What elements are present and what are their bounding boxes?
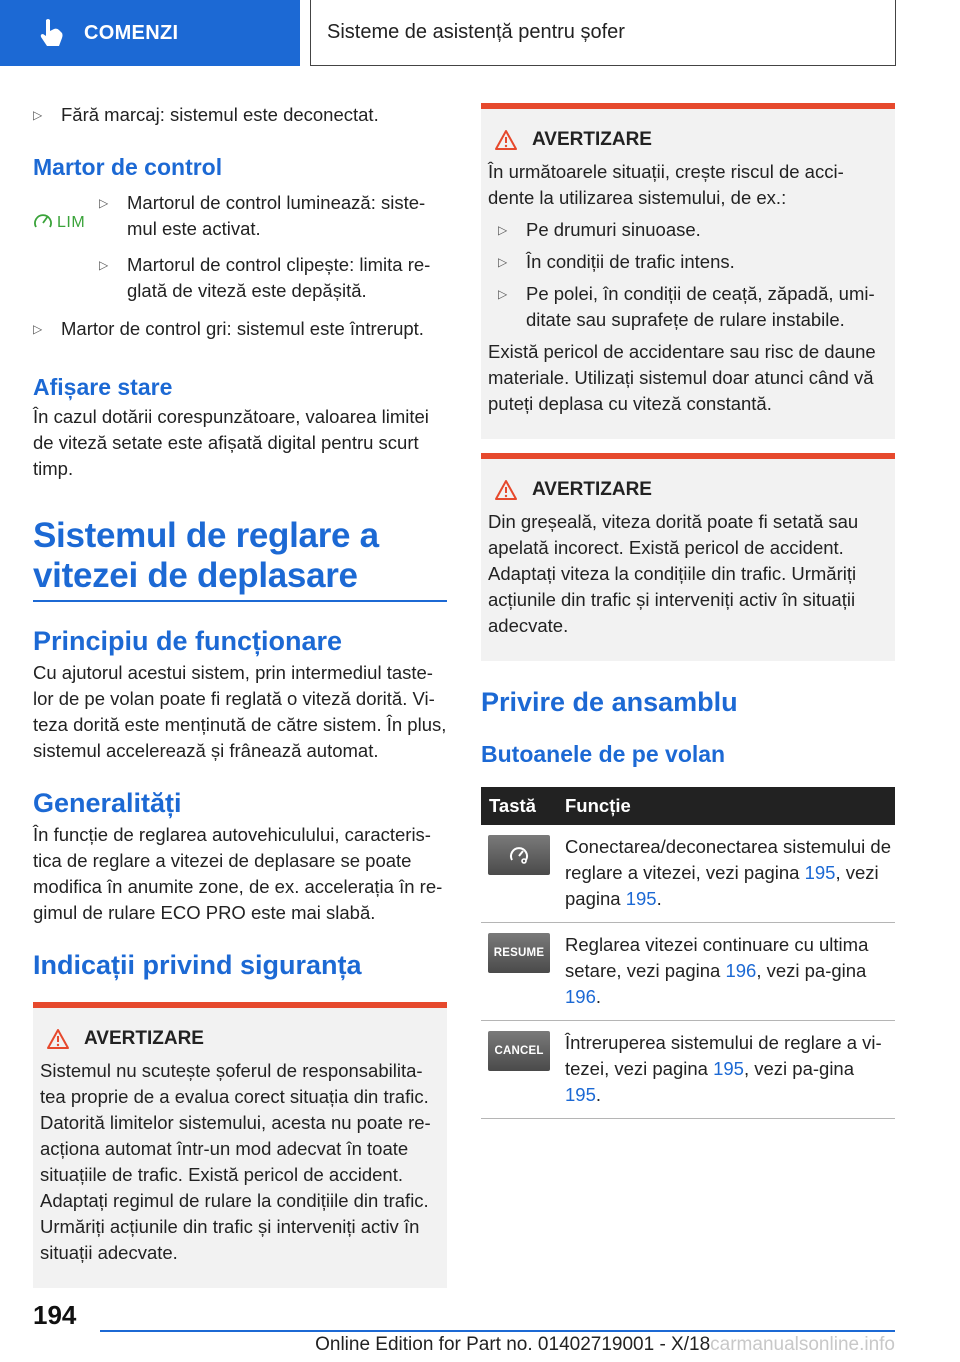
warning-box (33, 1002, 447, 1288)
warning-item: Pe drumuri sinuoase. (526, 219, 701, 240)
list-item (488, 249, 887, 275)
page-link[interactable]: 195 (565, 1084, 596, 1105)
cruise-control-key-icon (488, 835, 550, 875)
page-section-title: Sisteme de asistență pentru șofer (310, 0, 896, 66)
warning-intro: În următoarele situații, crește riscul de acci-dente la utilizarea sistemului, de ex.: (488, 161, 844, 208)
triangle-bullet-icon: ▷ (99, 196, 109, 210)
heading-privire: Privire de ansamblu (481, 687, 738, 717)
warning-title: AVERTIZARE (84, 1028, 204, 1049)
list-item (33, 102, 447, 128)
heading-principiu: Principiu de funcționare (33, 626, 343, 656)
function-cell (557, 923, 895, 1021)
list-item (99, 252, 447, 304)
warning-header (46, 1028, 439, 1050)
afisare-text: În cazul dotării corespunzătoare, valoarea limitei de viteză setate este afișată digital pentru scurt timp. (33, 406, 429, 479)
heading-generalitati: Generalități (33, 788, 182, 818)
heading-indicatii: Indicații privind siguranța (33, 950, 362, 980)
page-link[interactable]: 195 (625, 888, 657, 909)
function-cell (557, 825, 895, 923)
triangle-bullet-icon: ▷ (498, 287, 508, 301)
edition-text: Online Edition for Part no. 01402719001 - X/18 (315, 1334, 711, 1355)
list-item (99, 190, 447, 242)
triangle-bullet-icon: ▷ (498, 223, 508, 237)
resume-key-icon: RESUME (488, 933, 550, 973)
triangle-bullet-icon: ▷ (99, 258, 109, 272)
function-text: Conectarea/deconectarea sistemului de reglare a vitezei, vezi pagina (565, 836, 891, 883)
function-text: . (595, 1084, 602, 1105)
list-item (488, 217, 887, 243)
chapter-title: Sistemul de reglare a vitezei de deplasare (33, 516, 379, 595)
warning-outro: Există pericol de accidentare sau risc de daune materiale. Utilizați sistemul doar atunci când vă puteți deplasa cu viteză constantă. (488, 341, 876, 414)
page-number: 194 (33, 1300, 77, 1330)
function-text: . (656, 888, 662, 909)
martor-item: Martorul de control luminează: siste- mul este activat. (127, 192, 426, 239)
function-text: Reglarea vitezei continuare cu ultima setare, vezi pagina (565, 934, 869, 981)
warning-title: AVERTIZARE (532, 479, 652, 500)
warning-text: Sistemul nu scutește șoferul de responsabilita-tea proprie de a evalua corect situația din trafic. Datorită limitelor sistemului, acesta nu poate re-acționa automat într-un mod adecvat în toate situațiile de trafic. Există pericol de accident. Adaptați regimul de rulare la condițiile din trafic. Urmăriți acțiunile din trafic și interveniți activ în situații adecvate. (40, 1060, 431, 1263)
hand-pointer-icon (34, 16, 68, 50)
heading-martor: Martor de control (33, 154, 223, 180)
warning-title: AVERTIZARE (532, 129, 652, 150)
function-text: Întreruperea sistemului de reglare a vi-tezei, vezi pagina (565, 1032, 882, 1079)
section-tab[interactable] (0, 0, 300, 66)
warning-header (494, 129, 887, 151)
page-link[interactable]: 196 (565, 986, 596, 1007)
page-link[interactable]: 195 (804, 862, 836, 883)
right-column (481, 100, 895, 1119)
function-text: . (595, 986, 602, 1007)
col-header-key: Tastă (481, 787, 557, 825)
list-item (488, 281, 887, 333)
heading-butoane: Butoanele de pe volan (481, 741, 726, 767)
key-cell (481, 1021, 557, 1119)
footer-rule (100, 1330, 895, 1332)
warning-triangle-icon (494, 479, 518, 501)
martor-item: Martorul de control clipește: limita re- glată de viteză este depășită. (127, 254, 431, 301)
cancel-key-icon: CANCEL (488, 1031, 550, 1071)
footer-edition (315, 1334, 895, 1356)
status-off-text: Fără marcaj: sistemul este deconectat. (61, 104, 379, 125)
key-cell (481, 825, 557, 923)
list-item (33, 316, 447, 342)
warning-text: Din greșeală, viteza dorită poate fi setată sau apelată incorect. Există pericol de accident. Adaptați viteza la condițiile din trafic. Urmăriți acțiunile din trafic și interveniți activ în situații adecvate. (488, 511, 859, 636)
table-header-row (481, 787, 895, 825)
principiu-text: Cu ajutorul acestui sistem, prin intermediul taste-lor de pe volan poate fi reglată o viteză dorită. Vi-teza dorită este menținută de către sistem. În plus, sistemul accelerează și frânează automat. (33, 662, 447, 761)
watermark-text: carmanualsonline.info (710, 1334, 895, 1355)
key-cell (481, 923, 557, 1021)
warning-item: Pe polei, în condiții de ceață, zăpadă, umi-ditate sau suprafețe de rulare instabile. (526, 283, 875, 330)
triangle-bullet-icon: ▷ (33, 322, 43, 336)
page-link[interactable]: 195 (713, 1058, 744, 1079)
martor-block (33, 190, 447, 304)
function-text: , vezi pagina (565, 862, 879, 909)
chapter-rule (33, 600, 447, 602)
warning-box (481, 453, 895, 661)
table-row (481, 825, 895, 923)
heading-afisare: Afișare stare (33, 374, 173, 400)
function-cell (557, 1021, 895, 1119)
page-link[interactable]: 196 (725, 960, 757, 981)
buttons-table (481, 787, 895, 1119)
speed-limit-indicator-icon (33, 206, 87, 242)
warning-triangle-icon (46, 1028, 70, 1050)
triangle-bullet-icon: ▷ (498, 255, 508, 269)
lim-icon-label: LIM (57, 214, 86, 231)
left-column (33, 100, 447, 1288)
warning-box (481, 103, 895, 439)
table-row (481, 923, 895, 1021)
warning-item: În condiții de trafic intens. (526, 251, 735, 272)
section-tab-label: COMENZI (84, 21, 179, 44)
table-row (481, 1021, 895, 1119)
warning-header (494, 479, 887, 501)
warning-triangle-icon (494, 129, 518, 151)
col-header-function: Funcție (557, 787, 895, 825)
generalitati-text: În funcție de reglarea autovehiculului, caracteris-tica de reglare a vitezei de deplasare se poate modifica în anumite zone, de ex. accelerația în re-gimul de rulare ECO PRO este mai slabă. (33, 824, 443, 923)
function-text: , vezi pa-gina (756, 960, 867, 981)
martor-grey-text: Martor de control gri: sistemul este întrerupt. (61, 318, 424, 339)
triangle-bullet-icon: ▷ (33, 108, 43, 122)
function-text: , vezi pa-gina (743, 1058, 855, 1079)
